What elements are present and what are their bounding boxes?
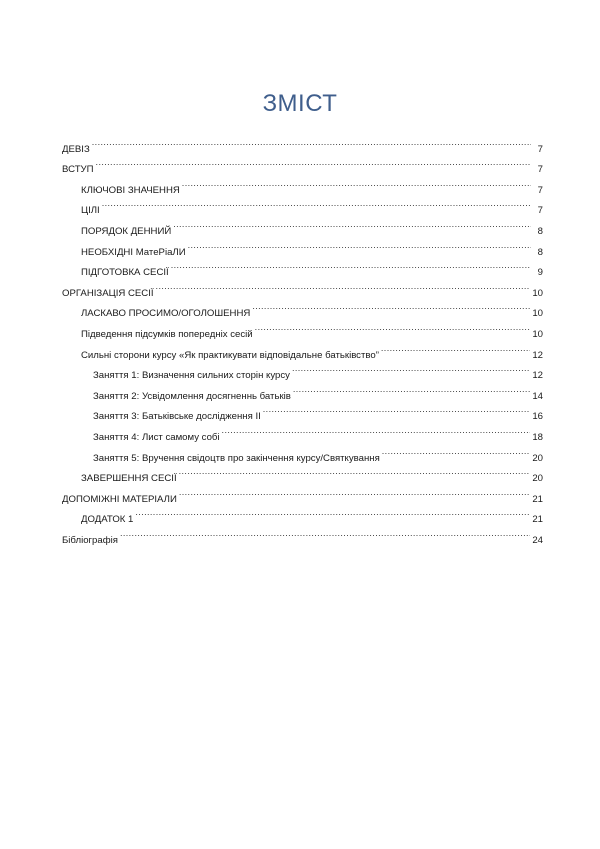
toc-leader-dots [293, 378, 530, 399]
toc-page-number: 8 [537, 246, 543, 258]
toc-leader-dots [92, 131, 531, 152]
toc-entry-text: ПОРЯДОК ДЕННИЙ [81, 225, 172, 237]
toc-page-number: 20 [532, 452, 543, 464]
toc-entry-text: ВСТУП [62, 164, 94, 176]
toc-entry[interactable] [62, 172, 543, 196]
toc-page-number: 7 [537, 184, 543, 196]
toc-entry-text: ДОДАТОК 1 [81, 514, 134, 526]
toc-entry[interactable] [62, 522, 543, 546]
toc-leader-dots [120, 522, 530, 543]
toc-leader-dots [173, 213, 531, 234]
table-of-contents [62, 131, 543, 546]
toc-page-number: 10 [532, 328, 543, 340]
toc-entry-text: ДОПОМІЖНІ МАТЕРІАЛИ [62, 493, 177, 505]
toc-entry-text: ДЕВІЗ [62, 143, 90, 155]
toc-leader-dots [179, 481, 530, 502]
toc-page-number: 18 [532, 431, 543, 443]
toc-entry-text: Заняття 4: Лист самому собі [93, 431, 220, 443]
toc-page-number: 10 [532, 287, 543, 299]
toc-leader-dots [382, 440, 531, 461]
toc-entry-text: Сильні сторони курсу «Як практикувати відповідальне батьківство” [81, 349, 379, 361]
toc-page-number: 12 [532, 349, 543, 361]
toc-page-number: 21 [532, 493, 543, 505]
toc-leader-dots [188, 234, 531, 255]
toc-entry-text: Підведення підсумків попередніх сесій [81, 328, 253, 340]
toc-entry-text: Заняття 3: Батьківське дослідження II [93, 411, 261, 423]
toc-entry-text: ЗАВЕРШЕННЯ СЕСІЇ [81, 473, 177, 485]
toc-title: ЗМІСТ [262, 90, 338, 117]
toc-leader-dots [96, 152, 531, 173]
toc-entry[interactable] [62, 131, 543, 155]
toc-entry-text: ЦІЛІ [81, 205, 100, 217]
toc-page-number: 21 [532, 514, 543, 526]
toc-entry[interactable] [62, 193, 543, 217]
toc-entry-text: Заняття 2: Усвідомлення досягненнь батьків [93, 390, 291, 402]
toc-page-number: 20 [532, 473, 543, 485]
toc-leader-dots [179, 461, 531, 482]
toc-leader-dots [252, 296, 530, 317]
toc-entry-text: ПІДГОТОВКА СЕСІЇ [81, 267, 169, 279]
toc-page-number: 8 [537, 225, 543, 237]
toc-leader-dots [263, 399, 531, 420]
toc-leader-dots [102, 193, 531, 214]
toc-entry-text: НЕОБХІДНІ МатеРіаЛИ [81, 246, 186, 258]
toc-entry-text: ЛАСКАВО ПРОСИМО/ОГОЛОШЕННЯ [81, 308, 251, 320]
toc-leader-dots [255, 316, 531, 337]
toc-page-number: 7 [537, 205, 543, 217]
toc-leader-dots [222, 419, 531, 440]
toc-leader-dots [182, 172, 531, 193]
toc-entry[interactable] [62, 152, 543, 176]
toc-page-number: 10 [532, 308, 543, 320]
toc-leader-dots [171, 255, 531, 276]
toc-page-number: 14 [532, 390, 543, 402]
toc-page-number: 16 [532, 411, 543, 423]
toc-page-number: 7 [537, 164, 543, 176]
toc-entry-text: Заняття 1: Визначення сильних сторін курсу [93, 370, 290, 382]
toc-entry-text: ОРГАНІЗАЦІЯ СЕСІЇ [62, 287, 154, 299]
toc-page-number: 24 [532, 534, 543, 546]
toc-entry[interactable] [62, 213, 543, 237]
toc-page-number: 7 [537, 143, 543, 155]
toc-page-number: 9 [537, 267, 543, 279]
toc-entry-text: КЛЮЧОВІ ЗНАЧЕННЯ [81, 184, 180, 196]
toc-leader-dots [292, 358, 530, 379]
toc-entry-text: Заняття 5: Вручення свідоцтв про закінчення курсу/Святкування [93, 452, 380, 464]
toc-entry-text: Бібліографія [62, 534, 118, 546]
toc-leader-dots [381, 337, 530, 358]
toc-leader-dots [135, 502, 530, 523]
toc-page-number: 12 [532, 370, 543, 382]
toc-leader-dots [156, 275, 531, 296]
